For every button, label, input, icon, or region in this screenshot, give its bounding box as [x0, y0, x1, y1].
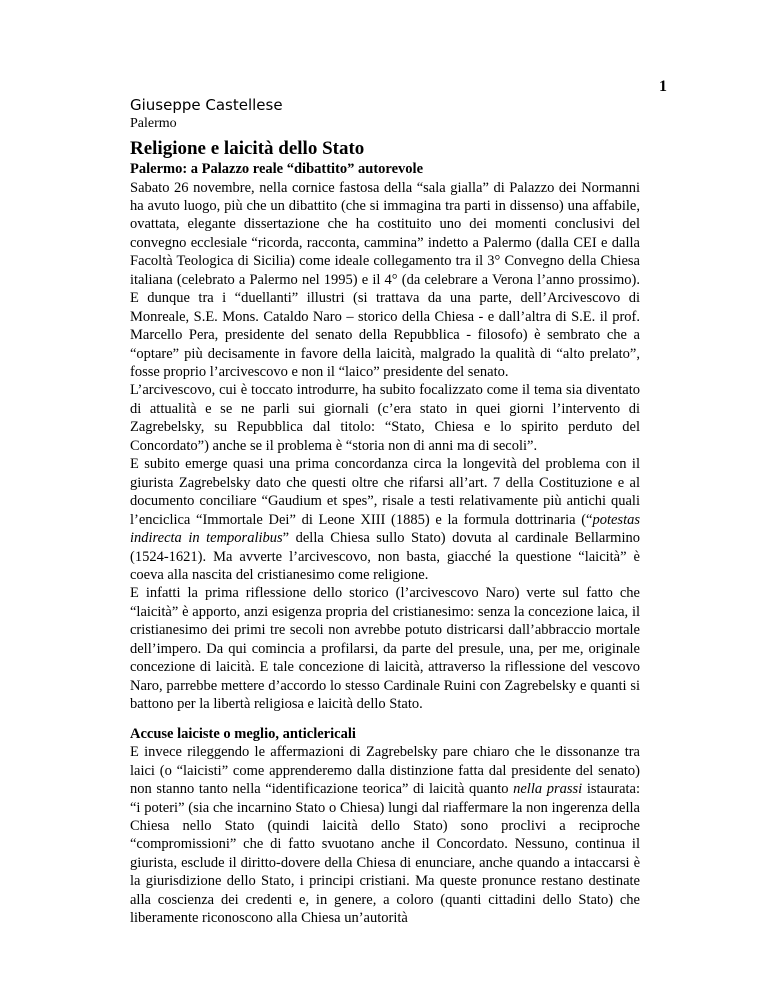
author-name: Giuseppe Castellese: [130, 96, 283, 114]
paragraph-5: [130, 743, 640, 928]
article-body: [130, 96, 640, 928]
paragraph-2: L’arcivescovo, cui è toccato introdurre, ha subito focalizzato come il tema sia diventato di attualità e se ne parli sui giornali (c’era stato in quei giorni l’intervento di Zagrebelsky, su Repubblica dal titolo: “Stato, Chiesa e lo spirito perduto del Concordato”) anche se il problema è “storia non di anni ma di secoli”.: [130, 382, 640, 454]
latin-phrase: potestas indirecta in temporalibus: [130, 511, 640, 547]
paragraph-3-part-a: E subito emerge quasi una prima concordanza circa la longevità del problema con il giurista Zagrebelsky dato che questi oltre che rifarsi all’art. 7 della Costituzione e al documento conciliare “Gaudium et spes”, risale a testi relativamente più antichi quali l’enciclica “Immortale Dei” di Leone XIII (1885) e la formula dottrinaria (“: [130, 456, 640, 528]
paragraph-3-part-b: ” della Chiesa sullo Stato) dovuta al cardinale Bellarmino (1524-1621). Ma avverte l’arcivescovo, non basta, giacché la questione “laicità” è coeva alla nascita del cristianesimo come religione.: [130, 530, 640, 584]
page-number: 1: [659, 78, 667, 95]
emphasis-phrase: nella prassi: [513, 781, 583, 798]
paragraph-5-part-b: istaurata: “i poteri” (sia che incarnino Stato o Chiesa) lungi dal riaffermare la non ingerenza della Chiesa nello Stato (quindi laicità dello Stato) sono proclivi a reciproche “compromissioni” che di fatto svuotano anche il Concordato. Nessuno, continua il giurista, esclude il diritto-dovere della Chiesa di enunciare, anche quando a intaccarsi è la giurisdizione dello Stato, i principi cristiani. Ma queste pronunce restano destinate alla coscienza dei credenti e, in genere, a coloro (quanti cittadini dello Stato) che liberamente riconoscono alla Chiesa un’autorità: [130, 781, 640, 927]
section-heading-1: Palermo: a Palazzo reale “dibattito” autorevole: [130, 161, 424, 177]
paragraph-5-part-a: E invece rileggendo le affermazioni di Zagrebelsky pare chiaro che le dissonanze tra laici (o “laicisti” come apprenderemo dalla distinzione fatta dal presidente del senato) non stanno tanto nella “identificazione teorica” di laicità quanto: [130, 744, 640, 798]
author-city: Palermo: [130, 116, 177, 131]
article-title: Religione e laicità dello Stato: [130, 138, 365, 159]
paragraph-3: [130, 455, 640, 584]
section-heading-2: Accuse laiciste o meglio, anticlericali: [130, 725, 356, 742]
paragraph-1: Sabato 26 novembre, nella cornice fastosa della “sala gialla” di Palazzo dei Normanni ha avuto luogo, più che un dibattito (che si immagina tra parti in dissenso) una affabile, ovattata, elegante dissertazione che ha costituito uno dei momenti conclusivi del convegno ecclesiale “ricorda, racconta, cammina” indetto a Palermo (dalla CEI e dalla Facoltà Teologica di Sicilia) come ideale collegamento tra il 3° Convegno della Chiesa italiana (celebrato a Palermo nel 1995) e il 4° (da celebrare a Verona l’anno prossimo). E dunque tra i “duellanti” illustri (si trattava da una parte, dell’Arcivescovo di Monreale, S.E. Mons. Cataldo Naro – storico della Chiesa - e dall’altra di S.E. il prof. Marcello Pera, presidente del senato della Repubblica - filosofo) è sembrato che a “optare” più decisamente in favore della laicità, malgrado la qualità di “alto prelato”, fosse proprio l’arcivescovo e non il “laico” presidente del senato.: [130, 179, 640, 381]
paragraph-4: E infatti la prima riflessione dello storico (l’arcivescovo Naro) verte sul fatto che “laicità” è apporto, anzi esigenza propria del cristianesimo: senza la concezione laica, il cristianesimo dei primi tre secoli non avrebbe potuto districarsi dall’abbraccio mortale dell’impero. Da qui comincia a profilarsi, da parte del presule, una, per me, originale concezione di laicità. E tale concezione di laicità, attraverso la riflessione del vescovo Naro, parrebbe mettere d’accordo lo stesso Cardinale Ruini con Zagrebelsky e quanti si battono per la libertà religiosa e laicità dello Stato.: [130, 585, 640, 713]
